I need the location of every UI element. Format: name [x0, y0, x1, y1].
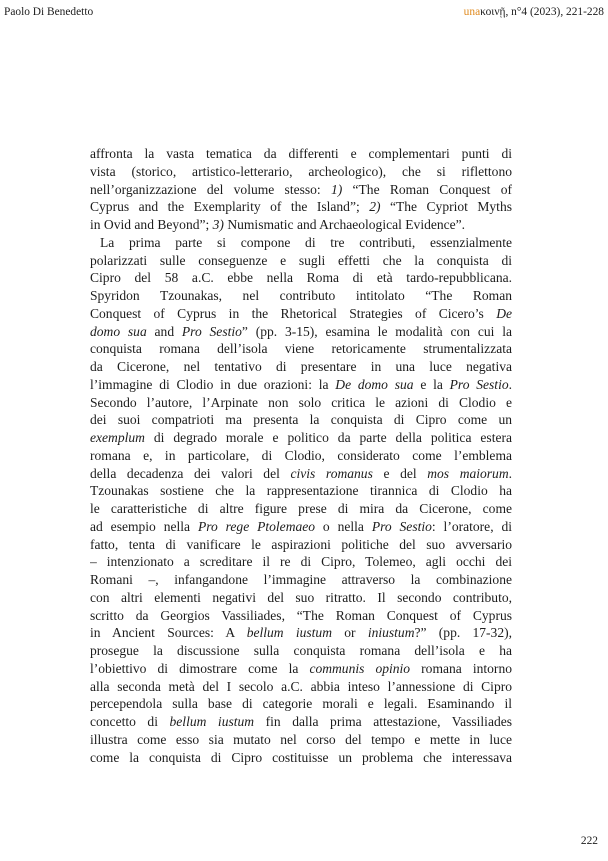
- paragraph-first-line: [90, 234, 512, 252]
- text-line: [90, 269, 512, 287]
- italic-term: communis opinio: [309, 660, 411, 676]
- text-run: o nella: [315, 518, 372, 534]
- text-run: romana e, in particolare, di Clodio, considerato come l’emblema: [90, 447, 512, 463]
- header-author: Paolo Di Benedetto: [4, 6, 94, 18]
- text-run: l’obiettivo di dimostrare come la: [90, 660, 310, 676]
- text-line: [90, 340, 512, 358]
- text-line: [90, 713, 512, 731]
- text-run: Cipro del 58 a.C. ebbe nella Roma di età tardo-repubblicana.: [90, 270, 512, 286]
- text-run: concetto di: [90, 714, 170, 729]
- text-run: e del: [372, 465, 428, 481]
- text-run: La prima parte si compone di tre contributi, essenzialmente: [100, 234, 512, 250]
- text-line: [90, 376, 512, 394]
- italic-term: 2): [369, 199, 381, 215]
- text-line: [90, 429, 512, 447]
- text-run: in Ancient Sources: A: [90, 625, 247, 641]
- text-line: [90, 482, 512, 500]
- italic-term: mos maiorum: [427, 465, 509, 481]
- text-run: and: [146, 323, 182, 339]
- text-line: [90, 323, 512, 341]
- italic-term: bellum iustum: [246, 625, 332, 641]
- text-run: percependola sulla base di categorie morali e legali. Esaminando il: [90, 696, 512, 712]
- italic-term: Pro Sestio: [181, 323, 242, 339]
- text-run: .: [508, 465, 512, 481]
- text-line: [90, 447, 512, 465]
- text-line: [90, 163, 512, 181]
- text-run: Spyridon Tzounakas, nel contributo intitolato “The Roman: [90, 288, 512, 303]
- text-run: e la: [413, 376, 450, 392]
- text-line: [90, 216, 512, 234]
- text-run: Romani –, infangandone l’immagine attraverso la combinazione: [90, 572, 512, 587]
- text-line: [90, 660, 512, 678]
- text-run: .: [508, 376, 512, 392]
- text-line: [90, 358, 512, 376]
- text-run: polarizzati sulle conseguenze e sugli effetti che la conquista di: [90, 252, 512, 268]
- text-line: [90, 642, 512, 660]
- italic-term: bellum iustum: [169, 714, 255, 729]
- text-run: scritto da Georgios Vassiliades, “The Roman Conquest of Cyprus: [90, 607, 512, 623]
- text-line: [90, 411, 512, 429]
- text-line: [90, 749, 512, 767]
- text-run: “The Cypriot Myths: [380, 199, 512, 215]
- text-run: alla seconda metà del I secolo a.C. abbia inteso l’annessione di Cipro: [90, 678, 512, 694]
- text-run: or: [331, 625, 368, 641]
- text-line: [90, 553, 512, 571]
- text-run: fatto, tenta di vanificare le aspirazioni politiche del suo avversario: [90, 536, 512, 552]
- text-run: ad esempio nella: [90, 518, 198, 534]
- text-run: – intenzionato a screditare il re di Cipro, Tolemeo, agli occhi dei: [90, 554, 512, 570]
- text-run: Conquest of Cyprus in the Rhetorical Strategies of Cicero’s: [90, 305, 497, 321]
- italic-term: civis romanus: [290, 465, 373, 481]
- text-run: romana intorno: [410, 660, 512, 676]
- text-run: dei suoi compatrioti ma presenta la conquista di Cipro come un: [90, 412, 512, 428]
- journal-issue: κοινῇ, n°4 (2023), 221-228: [480, 6, 604, 18]
- text-run: con altri elementi negativi del suo ritratto. Il secondo contributo,: [90, 589, 512, 605]
- italic-term: 3): [212, 217, 224, 232]
- italic-term: domo sua: [90, 323, 147, 339]
- text-line: [90, 536, 512, 554]
- text-line: [90, 252, 512, 270]
- italic-term: Pro rege Ptolemaeo: [197, 518, 316, 534]
- text-run: : l’oratore, di: [431, 518, 512, 534]
- text-run: vista (storico, artistico-letterario, archeologico), che si riflettono: [90, 163, 512, 179]
- italic-term: 1): [330, 181, 343, 197]
- italic-term: De: [496, 305, 512, 321]
- text-line: [90, 145, 512, 163]
- text-run: affronta la vasta tematica da differenti e complementari punti di: [90, 146, 512, 161]
- text-run: l’immagine di Clodio in due orazioni: la: [90, 376, 336, 392]
- journal-brand: una: [463, 6, 481, 18]
- italic-term: iniustum: [367, 625, 415, 641]
- text-run: ” (pp. 3-15), esamina le modalità con cui la: [241, 323, 512, 339]
- text-run: come la conquista di Cipro costituisse un problema che interessava: [90, 749, 512, 765]
- body-text: [90, 145, 512, 766]
- text-line: [90, 571, 512, 589]
- italic-term: Pro Sestio: [371, 518, 432, 534]
- text-run: le caratteristiche di altre figure prese di mira da Cicerone, come: [90, 501, 512, 516]
- italic-term: Pro Sestio: [449, 376, 509, 392]
- text-run: Tzounakas sostiene che la rappresentazione tirannica di Clodio ha: [90, 483, 512, 499]
- text-run: Secondo l’autore, l’Arpinate non solo critica le azioni di Clodio e: [90, 394, 512, 410]
- text-run: in Ovid and Beyond”;: [90, 217, 213, 232]
- text-run: prosegue la discussione sulla conquista romana dell’isola e ha: [90, 643, 512, 658]
- italic-term: exemplum: [90, 430, 145, 445]
- text-run: ?” (pp. 17-32),: [414, 625, 512, 641]
- text-line: [90, 198, 512, 216]
- text-run: Numismatic and Archaeological Evidence”.: [223, 217, 466, 232]
- text-run: nell’organizzazione del volume stesso:: [90, 181, 331, 197]
- text-line: [90, 305, 512, 323]
- text-line: [90, 500, 512, 518]
- text-line: [90, 287, 512, 305]
- text-line: [90, 518, 512, 536]
- text-run: conquista romana dell’isola viene retoricamente strumentalizzata: [90, 341, 512, 357]
- text-line: [90, 589, 512, 607]
- text-run: fin dalla prima attestazione, Vassiliades: [254, 714, 512, 729]
- page-number: 222: [580, 835, 598, 847]
- text-run: di degrado morale e politico da parte della politica estera: [144, 430, 512, 445]
- text-line: [90, 394, 512, 412]
- header-journal-citation: [464, 5, 604, 19]
- text-line: [90, 678, 512, 696]
- text-run: “The Roman Conquest of: [342, 181, 512, 197]
- text-line: [90, 465, 512, 483]
- text-line: [90, 695, 512, 713]
- text-line: [90, 624, 512, 642]
- italic-term: De domo sua: [335, 376, 414, 392]
- text-line: [90, 731, 512, 749]
- text-run: illustra come esso sia mutato nel corso del tempo e mette in luce: [90, 731, 512, 747]
- text-line: [90, 607, 512, 625]
- text-run: della decadenza dei valori del: [90, 465, 291, 481]
- text-run: Cyprus and the Exemplarity of the Island”;: [90, 199, 370, 215]
- text-line: [90, 181, 512, 199]
- text-run: da Cicerone, nel tentativo di presentare in una luce negativa: [90, 359, 512, 374]
